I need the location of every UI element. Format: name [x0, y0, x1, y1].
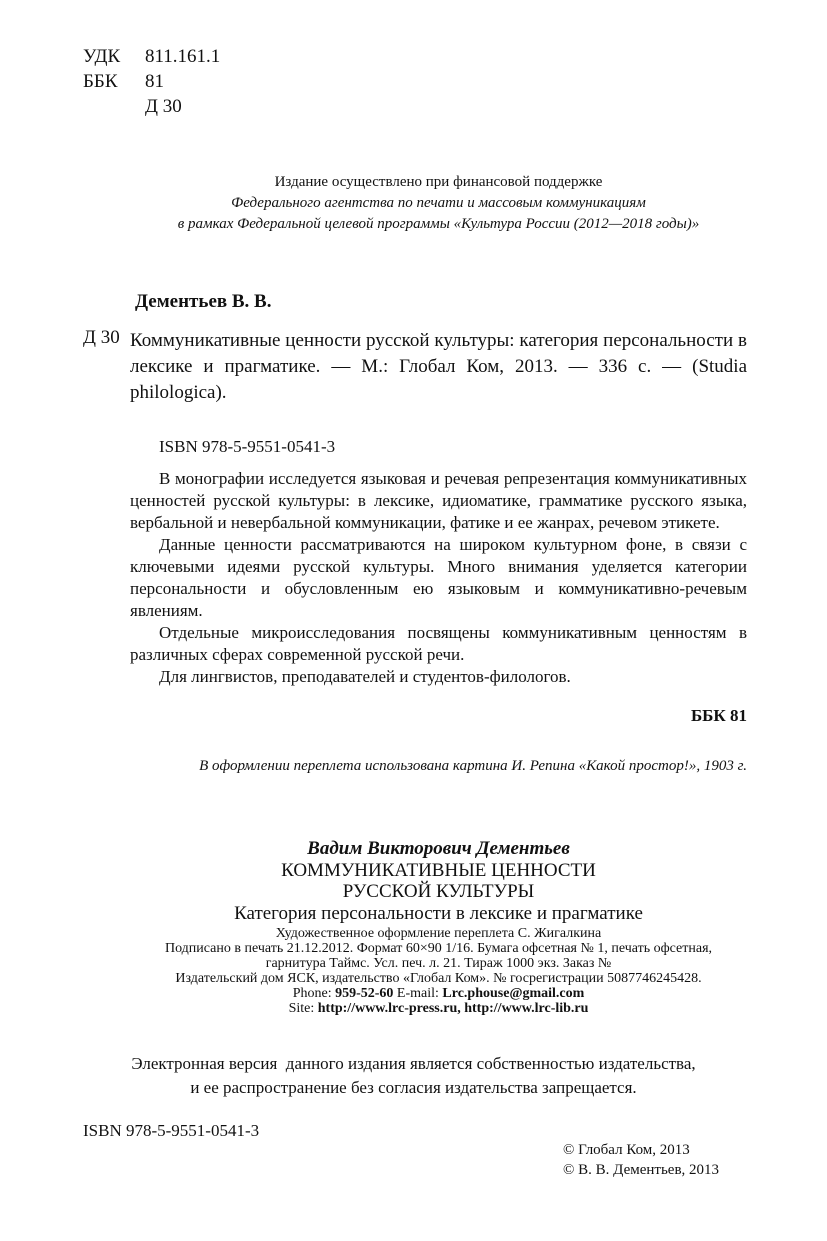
bbk-value: 81: [145, 71, 164, 92]
author-heading: Дементьев В. В.: [135, 291, 272, 312]
colophon-print-line-2: гарнитура Таймс. Усл. печ. л. 21. Тираж 1000 экз. Заказ №: [265, 956, 612, 971]
email-link[interactable]: Lrc.phouse@gmail.com: [442, 986, 585, 1001]
colophon-author: Вадим Викторович Дементьев: [307, 838, 570, 859]
colophon-site: [0, 1001, 827, 1016]
colophon-subtitle: Категория персональности в лексике и прагматике: [234, 903, 643, 924]
colophon-art: Художественное оформление переплета С. Жигалкина: [275, 926, 602, 941]
bibliographic-entry: Коммуникативные ценности русской культуры: категория персональности в лексике и прагматике. — М.: Глобал Ком, 2013. — 336 с. — (Studia philologica).: [130, 330, 747, 403]
udk-value: 811.161.1: [145, 46, 221, 67]
colophon-title-line-1: КОММУНИКАТИВНЫЕ ЦЕННОСТИ: [281, 860, 596, 881]
isbn: ISBN 978-5-9551-0541-3: [159, 437, 336, 456]
colophon-contacts: [0, 986, 827, 1001]
phone-number: 959-52-60: [335, 986, 394, 1001]
annotation-paragraph: В монографии исследуется языковая и речевая репрезентация коммуникативных ценностей русской культуры: в лексике, идиоматике, грамматике русского языка, вербальной и невербальной коммуникации, фатике и ее жанрах, речевом этикете.: [130, 469, 747, 532]
bbk-label: ББК: [83, 71, 118, 92]
classification-codes: [83, 44, 220, 119]
copyright: [563, 1140, 719, 1180]
author-mark: Д 30: [145, 96, 182, 117]
site-links[interactable]: http://www.lrc-press.ru, http://www.lrc-lib.ru: [317, 1001, 589, 1016]
udk-row: [83, 44, 220, 69]
phone-label: Phone:: [292, 986, 332, 1001]
bbk-row: [83, 69, 220, 94]
funding-note: [0, 172, 827, 235]
funding-line-3: в рамках Федеральной целевой программы «Культура России (2012—2018 годы)»: [177, 216, 700, 232]
bbk-footer: ББК 81: [690, 706, 747, 725]
annotation-paragraph: Данные ценности рассматриваются на широком культурном фоне, в связи с ключевыми идеями русской культуры. Много внимания уделяется категории персональности и обусловленным ею языковым и коммуникативно-речевым явлениям.: [130, 535, 747, 620]
ebook-notice: [0, 1052, 827, 1100]
ebook-line-1: Электронная версия данного издания является собственностью издательства,: [131, 1054, 696, 1073]
copyright-line-1: © Глобал Ком, 2013: [563, 1142, 690, 1158]
annotation: [130, 468, 747, 688]
funding-line-1: Издание осуществлено при финансовой поддержке: [274, 174, 603, 190]
colophon-title-line-2: РУССКОЙ КУЛЬТУРЫ: [342, 881, 535, 902]
site-label: Site:: [288, 1001, 315, 1016]
annotation-paragraph: Для лингвистов, преподавателей и студентов-филологов.: [159, 667, 571, 686]
copyright-line-2: © В. В. Дементьев, 2013: [563, 1162, 720, 1178]
annotation-paragraph: Отдельные микроисследования посвящены коммуникативным ценностям в различных сферах современной русской речи.: [130, 623, 747, 664]
colophon: [0, 838, 827, 1016]
udk-label: УДК: [83, 46, 121, 67]
entry-code: Д 30: [83, 327, 120, 348]
ebook-line-2: и ее распространение без согласия издательства запрещается.: [190, 1078, 637, 1097]
email-label: E-mail:: [396, 986, 439, 1001]
cover-note: В оформлении переплета использована картина И. Репина «Какой простор!», 1903 г.: [199, 758, 747, 774]
colophon-print-line-1: Подписано в печать 21.12.2012. Формат 60×90 1/16. Бумага офсетная № 1, печать офсетная,: [164, 941, 713, 956]
isbn-bottom: ISBN 978-5-9551-0541-3: [83, 1121, 260, 1140]
colophon-publisher: Издательский дом ЯСК, издательство «Глобал Ком». № госрегистрации 5087746245428.: [175, 971, 702, 986]
funding-line-2: Федерального агентства по печати и массовым коммуникациям: [231, 195, 646, 211]
